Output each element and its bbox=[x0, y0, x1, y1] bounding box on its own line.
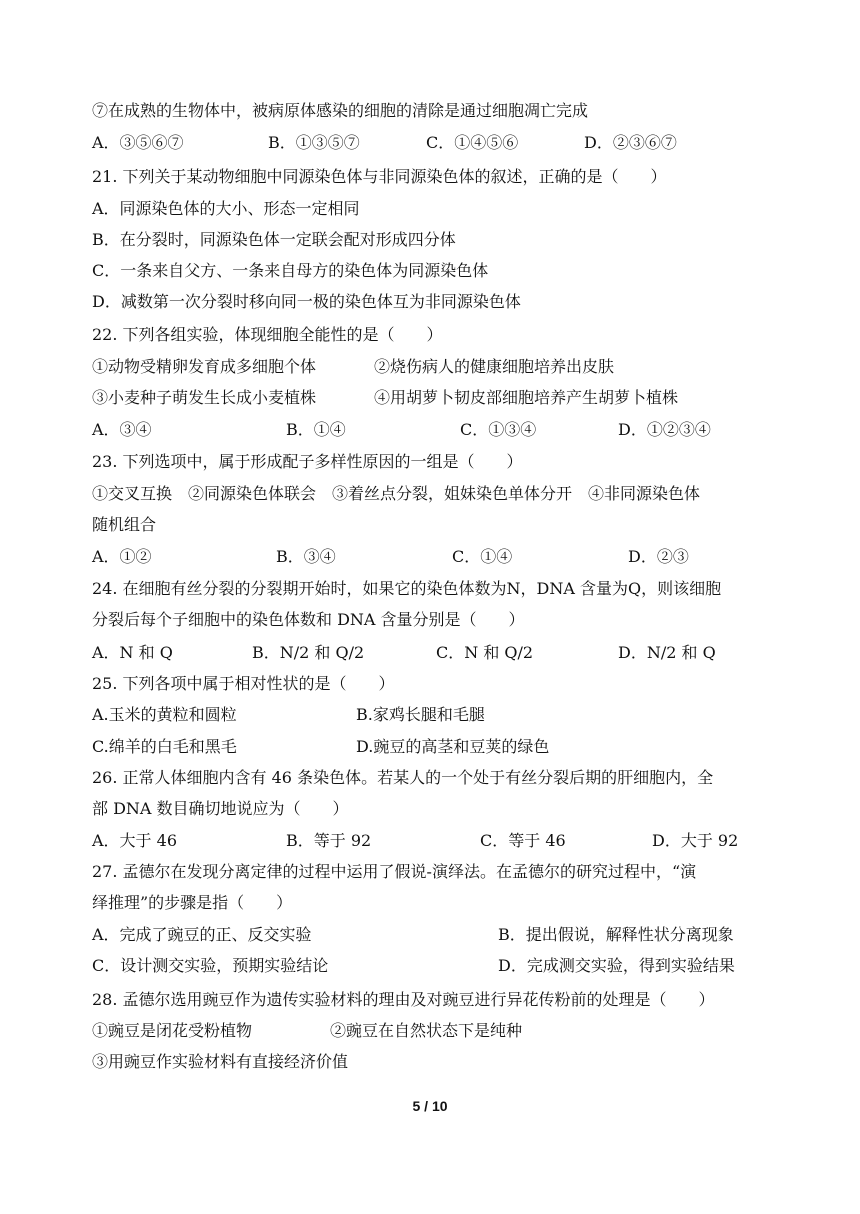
question-25: 25. 下列各项中属于相对性状的是（ ） bbox=[92, 674, 395, 693]
option-a: A．同源染色体的大小、形态一定相同 bbox=[92, 199, 360, 218]
text-line: 分裂后每个子细胞中的染色体数和 DNA 含量分别是（ ） bbox=[92, 610, 525, 629]
option-b: B.家鸡长腿和毛腿 bbox=[356, 705, 485, 724]
option-d: D．大于 92 bbox=[652, 831, 739, 850]
option-b: B．提出假说，解释性状分离现象 bbox=[498, 925, 734, 944]
option-c: C．N 和 Q/2 bbox=[436, 643, 534, 662]
item-3: ③用豌豆作实验材料有直接经济价值 bbox=[92, 1052, 349, 1071]
item-2: ②豌豆在自然状态下是纯种 bbox=[330, 1021, 523, 1040]
option-a: A．完成了豌豆的正、反交实验 bbox=[92, 925, 312, 944]
page-number: 5 / 10 bbox=[412, 1098, 448, 1114]
question-24: 24. 在细胞有丝分裂的分裂期开始时，如果它的染色体数为N，DNA 含量为Q，则该细胞 bbox=[92, 579, 722, 598]
item-4: ④用胡萝卜韧皮部细胞培养产生胡萝卜植株 bbox=[374, 388, 679, 407]
item-2: ②烧伤病人的健康细胞培养出皮肤 bbox=[374, 357, 615, 376]
option-b: B．①③⑤⑦ bbox=[268, 133, 360, 152]
option-d: D．N/2 和 Q bbox=[618, 643, 716, 662]
option-b: B．③④ bbox=[276, 547, 336, 566]
option-a: A．①② bbox=[92, 547, 152, 566]
option-c: C．①③④ bbox=[460, 420, 537, 439]
option-a: A．N 和 Q bbox=[92, 643, 173, 662]
text-line: ⑦在成熟的生物体中，被病原体感染的细胞的清除是通过细胞凋亡完成 bbox=[92, 101, 589, 120]
option-d: D.豌豆的高茎和豆荚的绿色 bbox=[356, 737, 550, 756]
item-3: ③小麦种子萌发生长成小麦植株 bbox=[92, 388, 317, 407]
option-c: C．等于 46 bbox=[480, 831, 566, 850]
question-22: 22. 下列各组实验，体现细胞全能性的是（ ） bbox=[92, 325, 443, 344]
option-a: A．大于 46 bbox=[92, 831, 178, 850]
option-b: B．N/2 和 Q/2 bbox=[252, 643, 365, 662]
question-28: 28. 孟德尔选用豌豆作为遗传实验材料的理由及对豌豆进行异花传粉前的处理是（ ） bbox=[92, 990, 715, 1009]
text-line: 绎推理”的步骤是指（ ） bbox=[92, 893, 293, 912]
option-c: C．设计测交实验，预期实验结论 bbox=[92, 956, 329, 975]
text-line: ①交叉互换 ②同源染色体联会 ③着丝点分裂，姐妹染色单体分开 ④非同源染色体 bbox=[92, 484, 701, 503]
option-d: D．②③ bbox=[628, 547, 689, 566]
option-c: C．一条来自父方、一条来自母方的染色体为同源染色体 bbox=[92, 261, 489, 280]
option-c: C．①④⑤⑥ bbox=[426, 133, 519, 152]
option-a: A．③④ bbox=[92, 420, 152, 439]
option-d: D．①②③④ bbox=[618, 420, 711, 439]
option-b: B．等于 92 bbox=[286, 831, 372, 850]
option-d: D．减数第一次分裂时移向同一极的染色体互为非同源染色体 bbox=[92, 292, 521, 311]
option-d: D．②③⑥⑦ bbox=[584, 133, 677, 152]
option-c: C.绵羊的白毛和黑毛 bbox=[92, 737, 237, 756]
question-27: 27. 孟德尔在发现分离定律的过程中运用了假说-演绎法。在孟德尔的研究过程中，“演 bbox=[92, 862, 697, 881]
option-b: B．①④ bbox=[286, 420, 346, 439]
question-21: 21. 下列关于某动物细胞中同源染色体与非同源染色体的叙述，正确的是（ ） bbox=[92, 167, 667, 186]
option-b: B．在分裂时，同源染色体一定联会配对形成四分体 bbox=[92, 230, 456, 249]
question-23: 23. 下列选项中，属于形成配子多样性原因的一组是（ ） bbox=[92, 452, 523, 471]
text-line: 随机组合 bbox=[92, 515, 157, 534]
option-a: A.玉米的黄粒和圆粒 bbox=[92, 705, 237, 724]
text-line: 部 DNA 数目确切地说应为（ ） bbox=[92, 799, 349, 818]
option-d: D．完成测交实验，得到实验结果 bbox=[498, 956, 735, 975]
option-a: A．③⑤⑥⑦ bbox=[92, 133, 184, 152]
question-26: 26. 正常人体细胞内含有 46 条染色体。若某人的一个处于有丝分裂后期的肝细胞内，全 bbox=[92, 768, 714, 787]
option-c: C．①④ bbox=[452, 547, 513, 566]
item-1: ①动物受精卵发育成多细胞个体 bbox=[92, 357, 317, 376]
item-1: ①豌豆是闭花受粉植物 bbox=[92, 1021, 253, 1040]
